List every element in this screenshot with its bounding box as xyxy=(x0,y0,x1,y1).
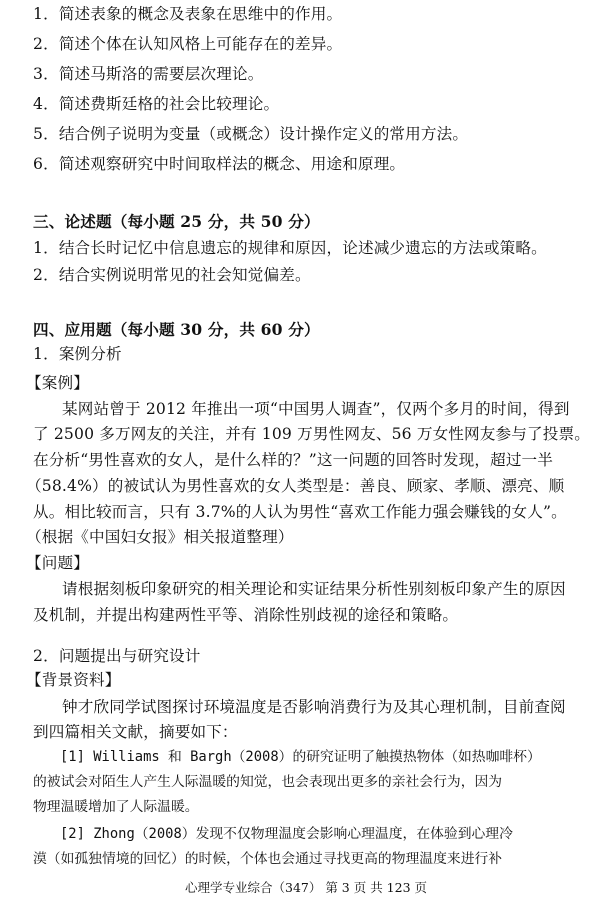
reference-2-line-1: [2] Zhong（2008）发现不仅物理温度会影响心理温度，在体验到心理冷 xyxy=(60,826,513,842)
reference-1-line-1: [1] Williams 和 Bargh（2008）的研究证明了触摸热物体（如热咖啡杯） xyxy=(60,749,541,765)
question-line-1: 请根据刻板印象研究的相关理论和实证结果分析性别刻板印象产生的原因 xyxy=(62,580,566,598)
case-analysis-title: 1．案例分析 xyxy=(33,345,122,363)
short-question-4: 4．简述费斯廷格的社会比较理论。 xyxy=(33,95,280,113)
case-line-3: 在分析“男性喜欢的女人，是什么样的？”这一问题的回答时发现，超过一半 xyxy=(33,451,554,469)
essay-section-heading: 三、论述题（每小题 25 分，共 50 分） xyxy=(33,212,320,231)
reference-1-line-3: 物理温暖增加了人际温暖。 xyxy=(33,799,199,815)
case-line-4: （58.4%）的被试认为男性喜欢的女人类型是：善良、顾家、孝顺、漂亮、顺 xyxy=(26,477,565,495)
question-line-2: 及机制，并提出构建两性平等、消除性别歧视的途径和策略。 xyxy=(33,606,459,624)
essay-question-1: 1．结合长时记忆中信息遗忘的规律和原因，论述减少遗忘的方法或策略。 xyxy=(33,239,547,257)
background-line-2: 到四篇相关文献，摘要如下： xyxy=(33,723,238,741)
short-question-2: 2．简述个体在认知风格上可能存在的差异。 xyxy=(33,35,343,53)
reference-2-line-2: 漠（如孤独情境的回忆）的时候，个体也会通过寻找更高的物理温度来进行补 xyxy=(33,851,503,867)
background-label: 【背景资料】 xyxy=(26,671,121,689)
page-footer: 心理学专业综合（347） 第 3 页 共 123 页 xyxy=(184,880,427,895)
short-question-3: 3．简述马斯洛的需要层次理论。 xyxy=(33,65,264,83)
background-line-1: 钟才欣同学试图探讨环境温度是否影响消费行为及其心理机制，目前查阅 xyxy=(62,698,566,716)
short-question-6: 6．简述观察研究中时间取样法的概念、用途和原理。 xyxy=(33,155,406,173)
reference-1-line-2: 的被试会对陌生人产生人际温暖的知觉，也会表现出更多的亲社会行为，因为 xyxy=(33,774,503,790)
case-line-2: 了 2500 多万网友的关注，并有 109 万男性网友、56 万女性网友参与了投票。 xyxy=(33,425,591,443)
essay-question-2: 2．结合实例说明常见的社会知觉偏差。 xyxy=(33,266,311,284)
case-source-note: （根据《中国妇女报》相关报道整理） xyxy=(26,528,294,546)
application-section-heading: 四、应用题（每小题 30 分，共 60 分） xyxy=(33,320,320,339)
question-label: 【问题】 xyxy=(26,554,89,572)
short-question-5: 5．结合例子说明为变量（或概念）设计操作定义的常用方法。 xyxy=(33,125,469,143)
case-line-1: 某网站曾于 2012 年推出一项“中国男人调查”，仅两个多月的时间，得到 xyxy=(62,400,570,418)
case-label: 【案例】 xyxy=(26,374,89,392)
case-line-5: 从。相比较而言，只有 3.7%的人认为男性“喜欢工作能力强会赚钱的女人”。 xyxy=(33,503,567,521)
research-design-title: 2．问题提出与研究设计 xyxy=(33,647,201,665)
short-question-1: 1．简述表象的概念及表象在思维中的作用。 xyxy=(33,5,343,23)
